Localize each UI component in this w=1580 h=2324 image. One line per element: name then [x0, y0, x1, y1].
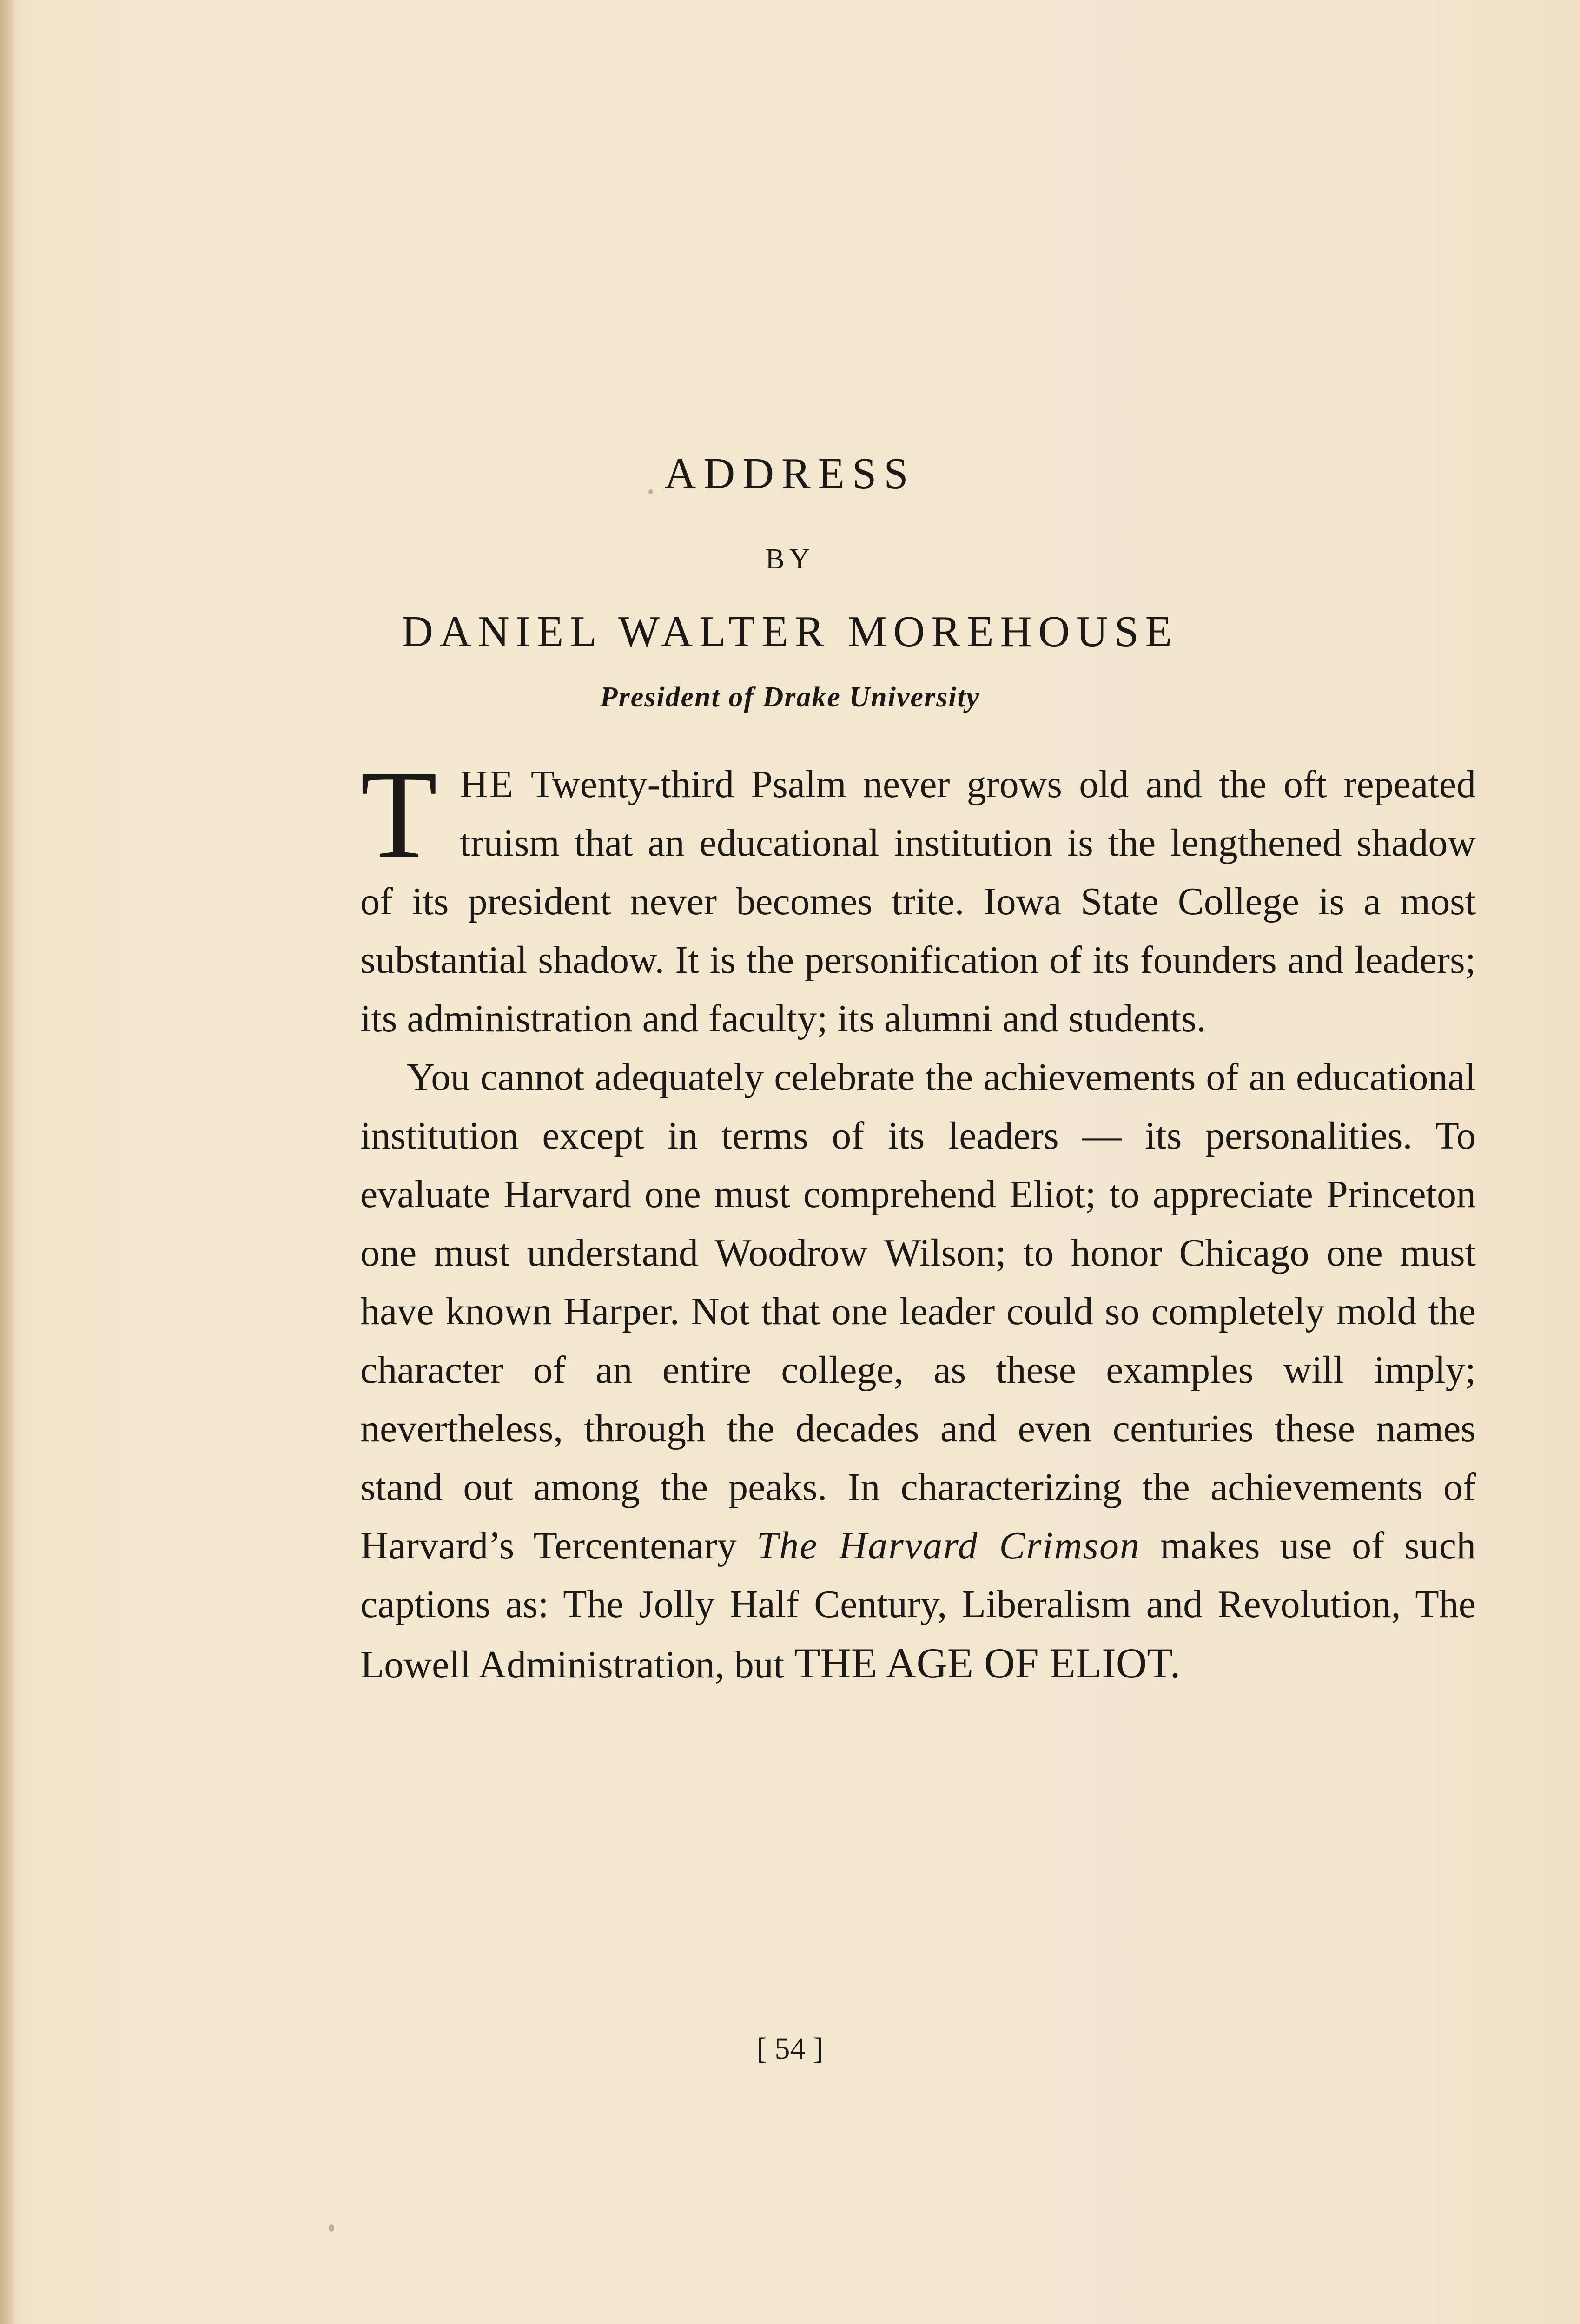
author-name: DANIEL WALTER MOREHOUSE [401, 607, 1179, 656]
paper-speck [329, 2224, 334, 2232]
closing-caps: THE AGE OF ELIOT. [794, 1639, 1181, 1687]
paragraph-2-text: You cannot adequately celebrate the achievements of an educational institution except in terms of its leaders — its personalities. To evaluate Harvard one must comprehend Eliot; to appreciate Princeton one must understand Woodrow Wilson; to honor Chicago one must have known Harper. Not that one leader could so completely mold the character of an entire college, as these examples will imply; nevertheless, through the decades and even centuries these names stand out among the peaks. In characterizing the achievements of Harvard’s Tercentenary [360, 1056, 1476, 1567]
publication-title: The Harvard Crimson [756, 1524, 1140, 1567]
page-title: ADDRESS [664, 449, 916, 498]
author-affiliation: President of Drake University [600, 681, 980, 713]
lead-small-caps: HE [460, 763, 515, 806]
paragraph-2 [360, 1048, 1476, 1694]
byline-by: BY [765, 543, 815, 575]
paragraph-2-continuation: makes use of such captions as: The Jolly Half Century, Liberalism and Revolution, The Lowell Administration, but [360, 1524, 1476, 1686]
paragraph-1 [360, 745, 1476, 1048]
binding-edge [0, 0, 14, 2324]
drop-cap: T [360, 745, 438, 885]
body-text [360, 745, 1476, 1694]
page-number: [ 54 ] [757, 2032, 823, 2066]
paragraph-1-text: Twenty-third Psalm never grows old and the oft repeated truism that an educational institution is the lengthened shadow of its president never becomes trite. Iowa State College is a most substantial shadow. It is the personification of its founders and leaders; its administration and faculty; its alumni and students. [360, 763, 1476, 1040]
